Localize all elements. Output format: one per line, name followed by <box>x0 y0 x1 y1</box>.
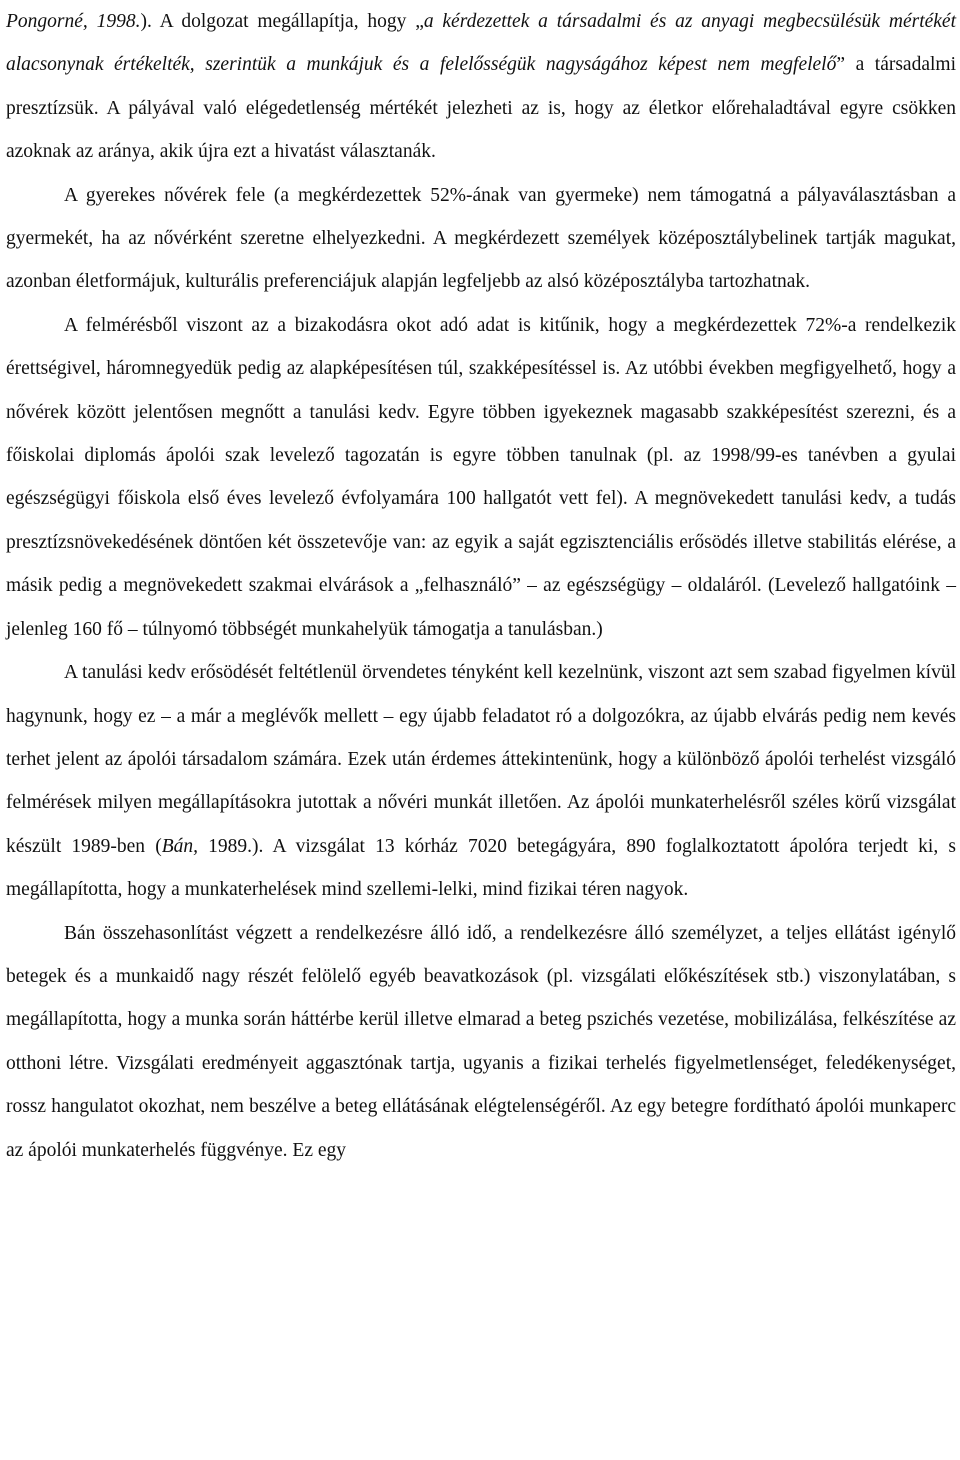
text-segment: ” a társadalmi presztízsük. A pályával való elégedetlenség mértékét jelezheti az is, hogy az életkor előrehaladtával egyre csökken azoknak az aránya, akik újra ezt a hivatást választanák. <box>6 54 957 163</box>
text-segment: A felmérésből viszont az a bizakodásra okot adó adat is kitűnik, hogy a megkérdezettek 72%-a rendelkezik érettségivel, háromnegyedük pedig az alapképesítésen túl, szakképesítéssel is. Az utóbbi években megfigyelhető, hogy a nővérek között jelentősen megnőtt a tanulási kedv. Egyre többen igyekeznek magasabb szakképesítést szerezni, és a főiskolai diplomás ápolói szak levelező tagozatán is egyre többen tanulnak (pl. az 1998/99-es tanévben a gyulai egészségügyi főiskola első éves levelező évfolyamára 100 hallgatót vett fel). A megnövekedett tanulási kedv, a tudás presztízsnövekedésének döntően két összetevője van: az egyik a saját egzisztenciális erősödés illetve stabilitás elérése, a másik pedig a megnövekedett szakmai elvárások a „felhasználó” – az egészségügy – oldaláról. (Levelező hallgatóink – jelenleg 160 fő – túlnyomó többségét munkahelyük támogatja a tanulásban.) <box>6 314 956 640</box>
text-segment: A gyerekes nővérek fele (a megkérdezettek 52%-ának van gyermeke) nem támogatná a pályaválasztásban a gyermekét, ha az nővérként szeretne elhelyezkedni. A megkérdezett személyek középosztálybelinek tartják magukat, azonban életformájuk, kulturális preferenciájuk alapján legfeljebb az alsó középosztályba tartozhatnak. <box>6 184 956 293</box>
paragraph-3 <box>6 304 956 651</box>
paragraph-4 <box>6 651 956 911</box>
citation-author: Bán, <box>161 835 198 857</box>
paragraph-1 <box>6 0 956 174</box>
text-segment: 1989.). A vizsgálat 13 kórház 7020 betegágyára, 890 foglalkoztatott ápolóra terjedt ki, s megállapította, hogy a munkaterhelések mind szellemi-lelki, mind fizikai téren nagyok. <box>6 835 956 901</box>
text-segment: Bán összehasonlítást végzett a rendelkezésre álló idő, a rendelkezésre álló személyzet, a teljes ellátást igénylő betegek és a munkaidő nagy részét felölelő egyéb beavatkozások (pl. vizsgálati előkészítések stb.) viszonylatában, s megállapította, hogy a munka során háttérbe kerül illetve elmarad a beteg pszichés vezetése, mobilizálása, felkészítése az otthoni létre. Vizsgálati eredményeit aggasztónak tartja, ugyanis a fizikai terhelés figyelmetlenséget, feledékenységet, rossz hangulatot okozhat, nem beszélve a beteg ellátásának elégtelenségéről. Az egy betegre fordítható ápolói munkaperc az ápolói munkaterhelés függvénye. Ez egy <box>6 922 956 1161</box>
paragraph-2 <box>6 174 956 304</box>
text-segment: A tanulási kedv erősödését feltétlenül örvendetes tényként kell kezelnünk, viszont azt sem szabad figyelmen kívül hagynunk, hogy ez – a már a meglévők mellett – egy újabb feladatot ró a dolgozókra, az újabb elvárás pedig nem kevés terhet jelent az ápolói társadalom számára. Ezek után érdemes áttekintenünk, hogy a különböző ápolói terhelést vizsgáló felmérések milyen megállapításokra jutottak a nővéri munkát illetően. Az ápolói munkaterhelésről széles körű vizsgálat készült 1989-ben ( <box>6 662 956 857</box>
citation-author: Pongorné, 1998. <box>6 11 141 32</box>
text-segment: ). A dolgozat megállapítja, hogy „ <box>140 11 424 32</box>
quoted-finding: a kérdezettek a társadalmi és az anyagi megbecsülésük mértékét alacsonynak értékelték, szerintük a munkájuk és a felelősségük nagyságához képest nem megfelelő <box>6 11 956 76</box>
document-page <box>6 0 956 1172</box>
paragraph-5 <box>6 912 956 1172</box>
